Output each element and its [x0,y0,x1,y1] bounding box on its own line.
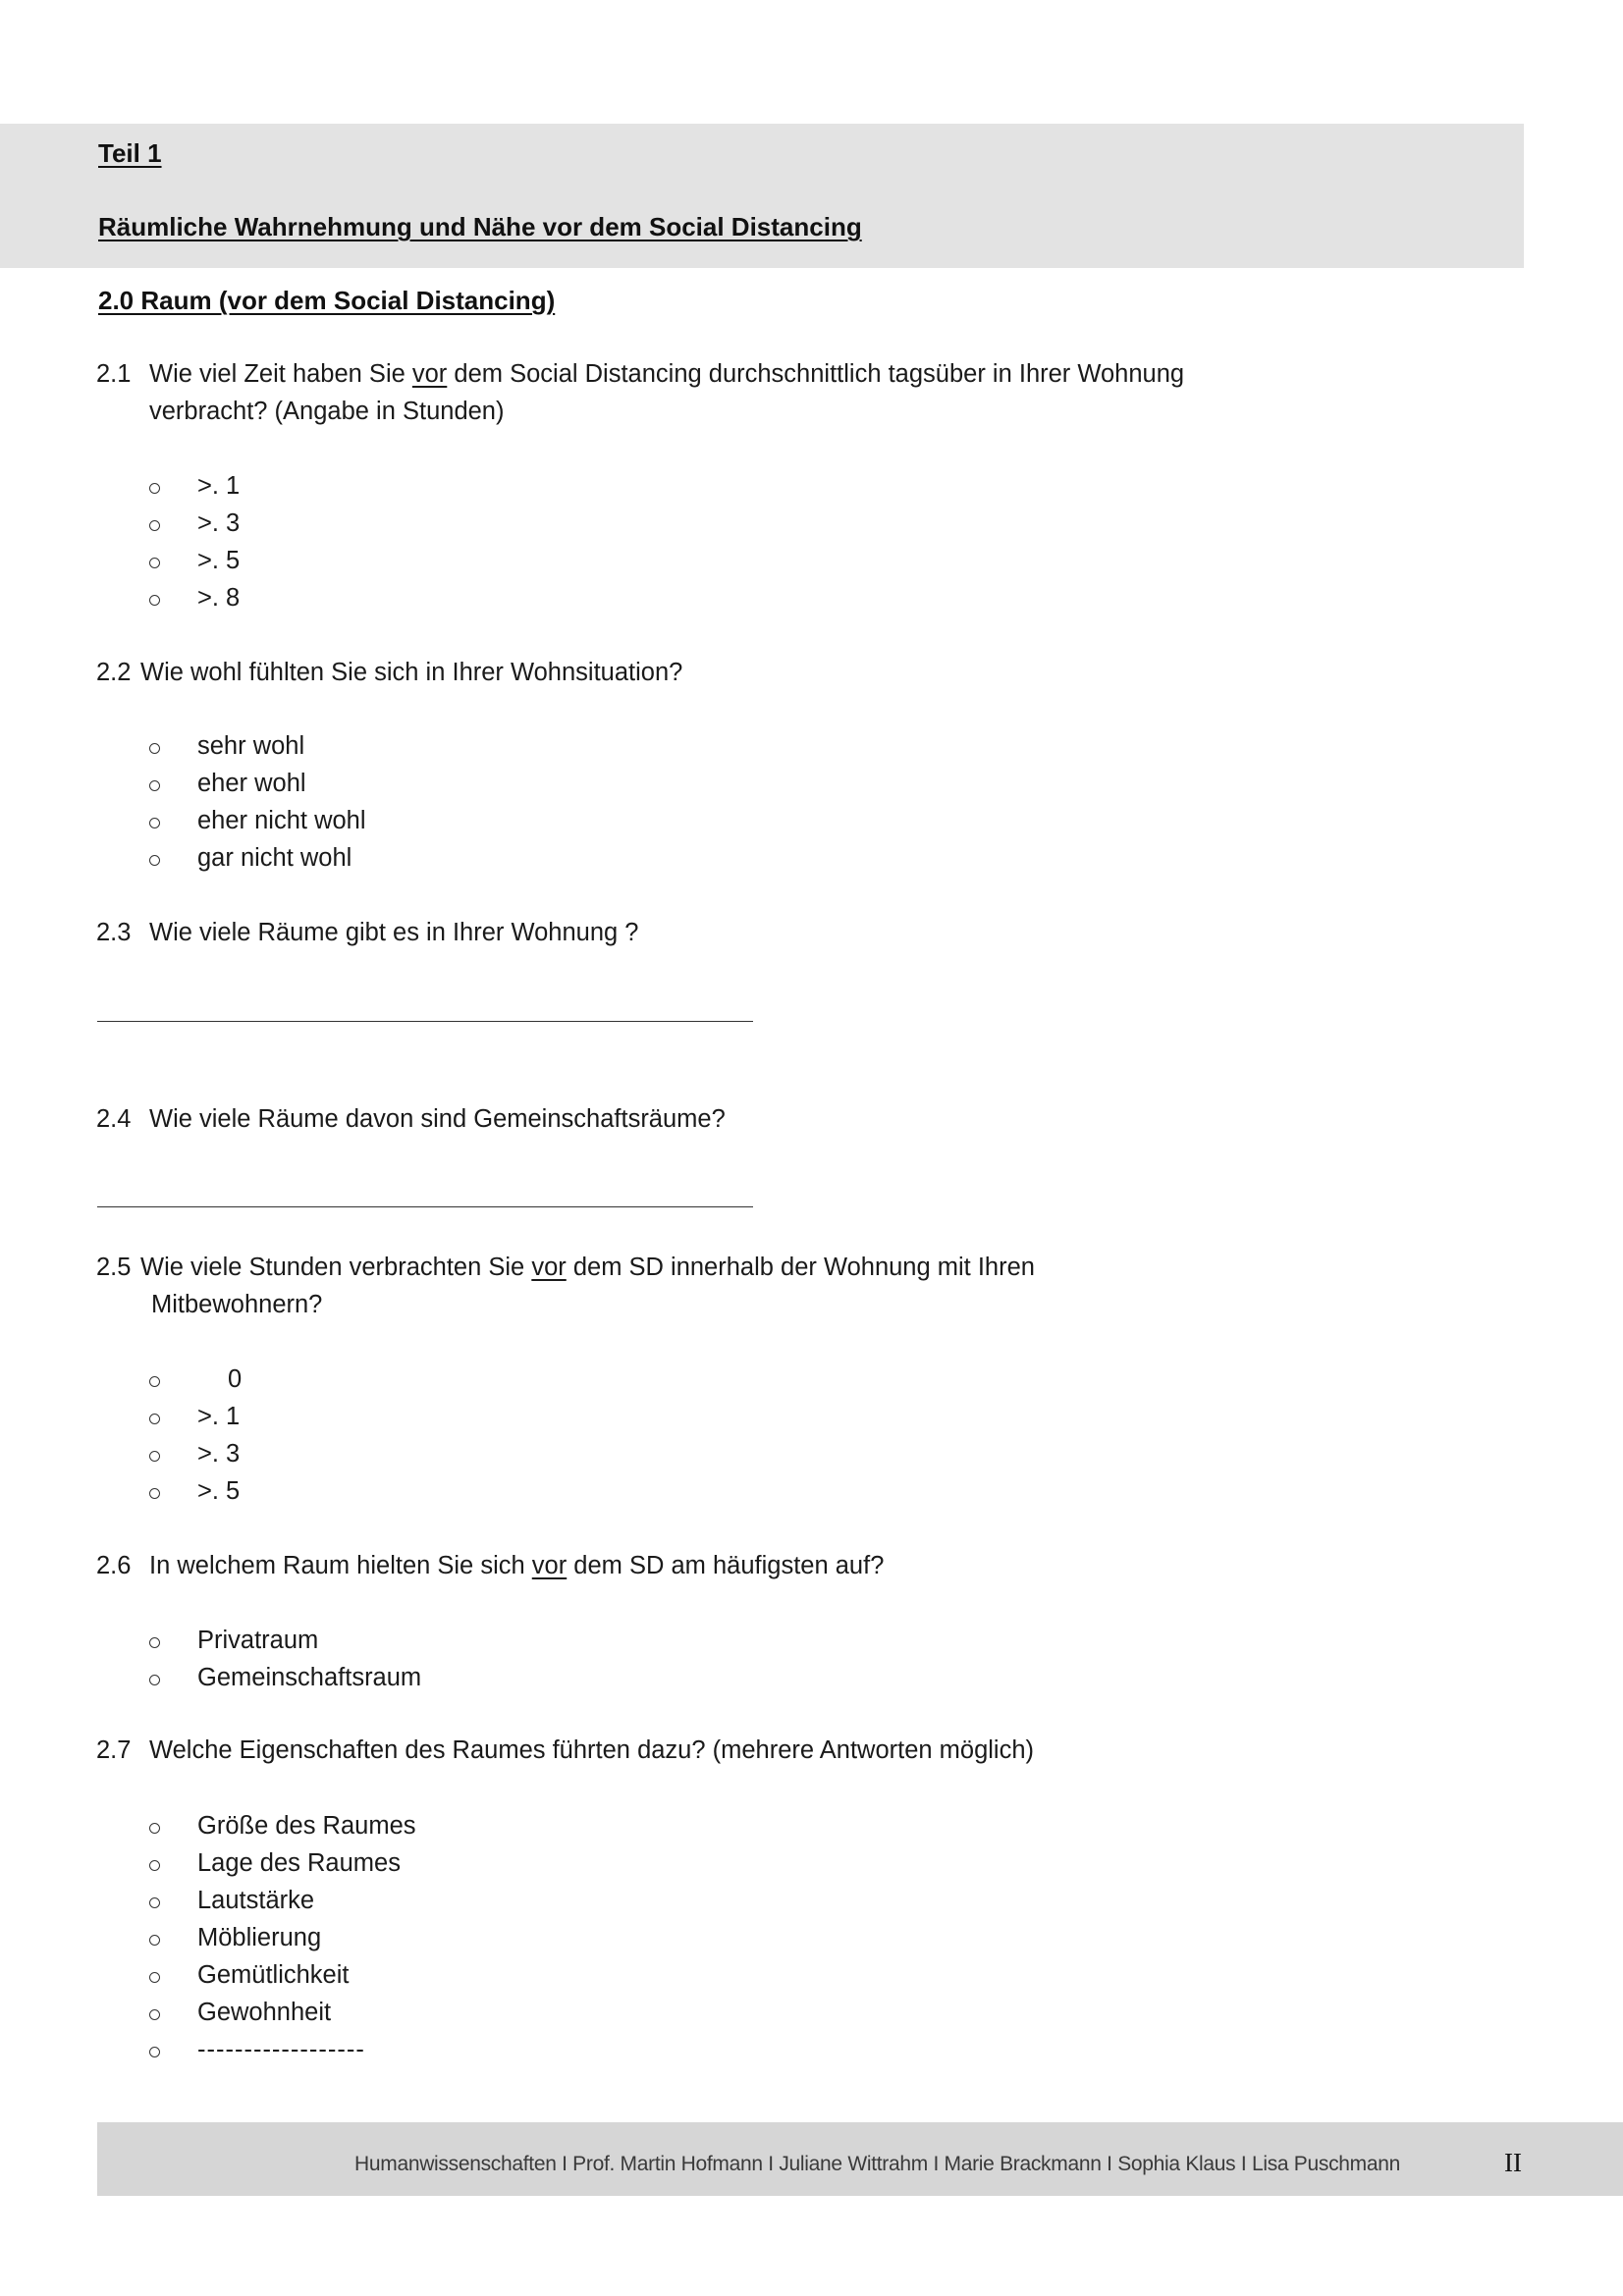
section-header-band [0,124,1524,268]
option-label: >. 3 [197,509,241,537]
checkbox-circle-icon[interactable] [149,1972,160,1983]
option-label: Möblierung [197,1924,322,1951]
radio-circle-icon[interactable] [149,780,160,791]
footer-credits: Humanwissenschaften I Prof. Martin Hofmann I Juliane Wittrahm I Marie Brackmann I Sophia Klaus I Lisa Puschmann [354,2153,1401,2175]
question-number: 2.3 [96,919,132,946]
option-other-blank[interactable]: ------------------ [197,2036,365,2063]
checkbox-circle-icon[interactable] [149,1860,160,1871]
question-text [149,1554,884,1579]
option-label: Größe des Raumes [197,1812,416,1840]
question-text-part: Wie viel Zeit haben Sie [149,360,412,388]
option-label: >. 1 [197,1403,241,1430]
option-label: Gewohnheit [197,1999,332,2026]
page-number: II [1504,2148,1522,2177]
emphasis: vor [531,1254,567,1281]
question-number: 2.5 [96,1254,132,1281]
option-label: eher wohl [197,770,306,797]
answer-line[interactable] [97,1021,753,1022]
question-text: Welche Eigenschaften des Raumes führten dazu? (mehrere Antworten möglich) [149,1736,1035,1764]
emphasis: vor [411,360,448,388]
option-label: eher nicht wohl [197,807,366,834]
option-label: Lautstärke [197,1887,315,1914]
radio-circle-icon[interactable] [149,595,160,606]
question-text-continued: Mitbewohnern? [151,1291,323,1318]
question-text [140,1255,1035,1281]
question-number: 2.1 [96,360,132,388]
radio-circle-icon[interactable] [149,1451,160,1462]
radio-circle-icon[interactable] [149,855,160,866]
question-text-part: dem Social Distancing durchschnittlich tagsüber in Ihrer Wohnung [447,360,1185,388]
checkbox-circle-icon[interactable] [149,1935,160,1946]
part-title: Teil 1 [98,138,162,168]
question-text-part: dem SD innerhalb der Wohnung mit Ihren [566,1254,1035,1281]
question-text-part: dem SD am häufigsten auf? [567,1552,885,1579]
question-text: Wie wohl fühlten Sie sich in Ihrer Wohnsituation? [140,659,683,686]
radio-circle-icon[interactable] [149,818,160,828]
checkbox-circle-icon[interactable] [149,2047,160,2057]
option-label: >. 5 [197,547,241,574]
checkbox-circle-icon[interactable] [149,2009,160,2020]
checkbox-circle-icon[interactable] [149,1823,160,1834]
option-label: sehr wohl [197,732,305,760]
checkbox-circle-icon[interactable] [149,1897,160,1908]
radio-circle-icon[interactable] [149,1376,160,1387]
question-number: 2.2 [96,659,132,686]
question-text: Wie viele Räume gibt es in Ihrer Wohnung ? [149,919,639,946]
radio-circle-icon[interactable] [149,483,160,494]
radio-circle-icon[interactable] [149,1488,160,1499]
question-number: 2.6 [96,1552,132,1579]
option-label: Lage des Raumes [197,1849,401,1877]
option-label: gar nicht wohl [197,844,352,872]
option-label: >. 3 [197,1440,241,1468]
radio-circle-icon[interactable] [149,1675,160,1685]
option-label: Gemeinschaftsraum [197,1664,422,1691]
answer-line[interactable] [97,1206,753,1207]
option-label: Privatraum [197,1627,319,1654]
radio-circle-icon[interactable] [149,1414,160,1424]
question-number: 2.7 [96,1736,132,1764]
option-label: Gemütlichkeit [197,1961,350,1989]
radio-circle-icon[interactable] [149,520,160,531]
option-label: >. 8 [197,584,241,612]
radio-circle-icon[interactable] [149,558,160,568]
question-text [149,362,1184,388]
question-number: 2.4 [96,1105,132,1133]
option-label: >. 5 [197,1477,241,1505]
section-title: Räumliche Wahrnehmung und Nähe vor dem Social Distancing [98,212,862,241]
emphasis: vor [531,1552,568,1579]
radio-circle-icon[interactable] [149,743,160,754]
question-text-continued: verbracht? (Angabe in Stunden) [149,398,505,425]
subsection-title: 2.0 Raum (vor dem Social Distancing) [98,286,556,315]
option-label: >. 1 [197,472,241,500]
question-text-part: In welchem Raum hielten Sie sich [149,1552,532,1579]
question-text: Wie viele Räume davon sind Gemeinschaftsräume? [149,1105,726,1133]
radio-circle-icon[interactable] [149,1637,160,1648]
question-text-part: Wie viele Stunden verbrachten Sie [140,1254,532,1281]
option-label: 0 [228,1365,243,1393]
